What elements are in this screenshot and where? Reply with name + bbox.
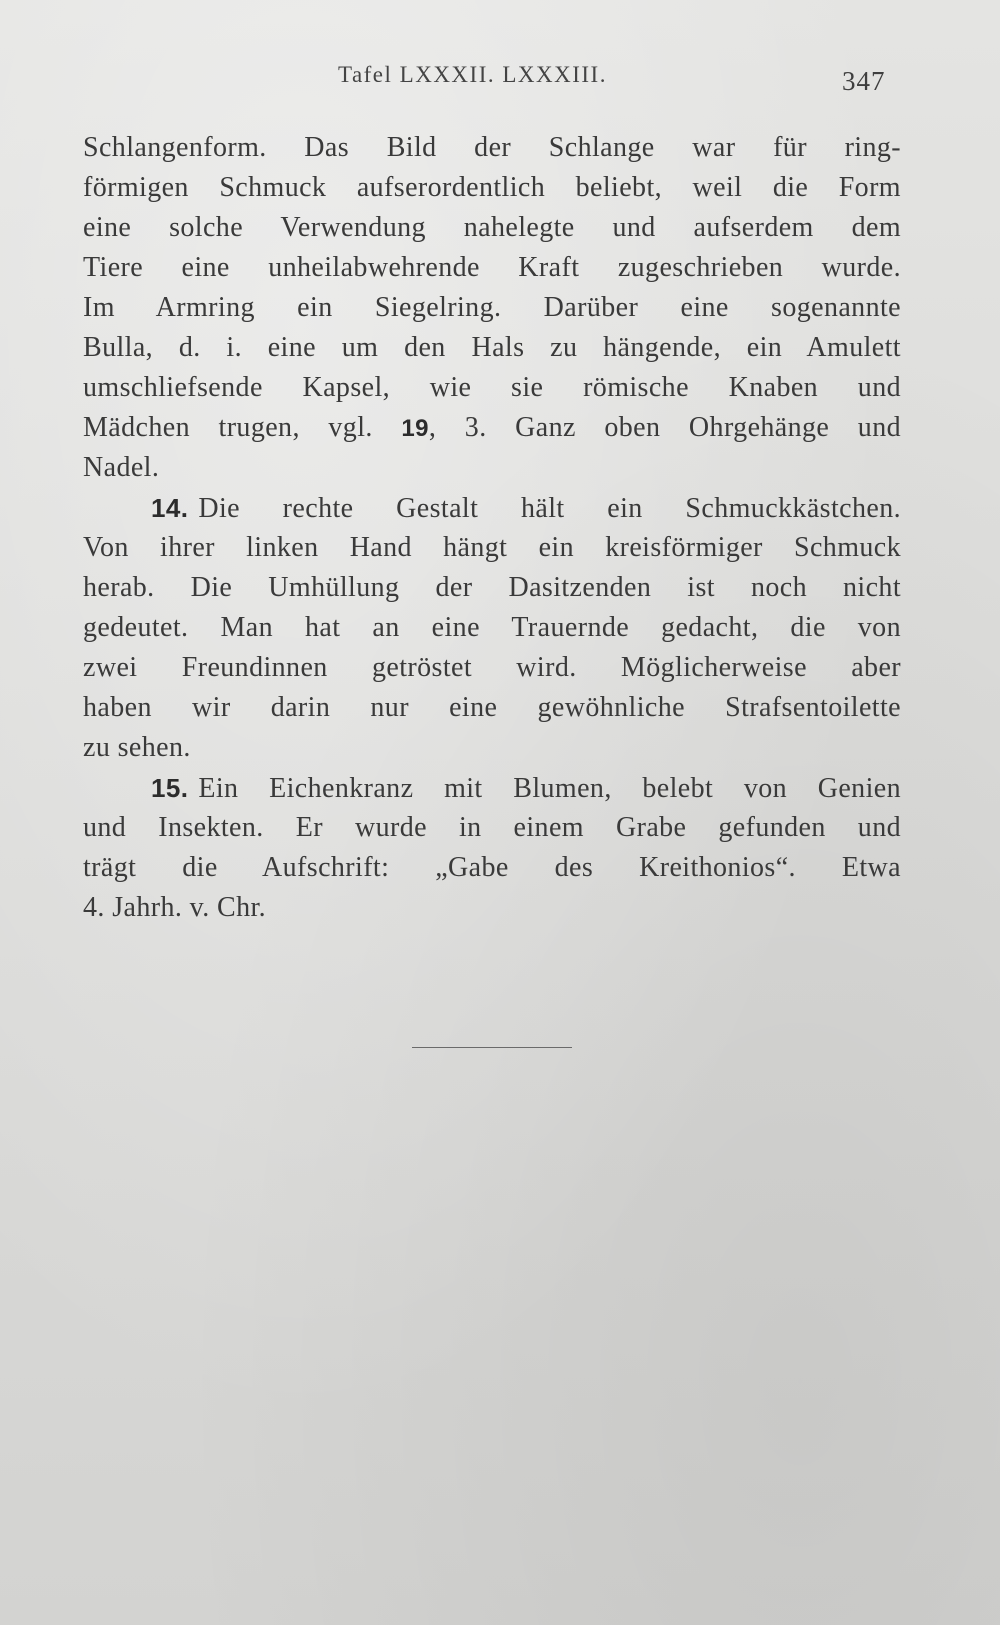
paragraph-serpent-form	[83, 128, 901, 488]
body-text	[83, 128, 901, 928]
text-line: zwei Freundinnen getröstet wird. Möglicherweise aber	[83, 652, 901, 683]
text-line: 4. Jahrh. v. Chr.	[83, 892, 267, 923]
page-number: 347	[842, 66, 886, 96]
section-14	[83, 488, 901, 768]
running-title: Tafel LXXXII. LXXXIII.	[338, 62, 607, 87]
section-number: 15.	[151, 773, 189, 803]
text-line: Nadel.	[83, 452, 160, 483]
text-line: eine solche Verwendung nahelegte und aufserdem dem	[83, 212, 901, 243]
text-fragment: Ein Eichenkranz mit Blumen, belebt von Genien	[198, 773, 901, 804]
text-fragment: , 3. Ganz oben Ohrgehänge und	[428, 412, 902, 443]
section-number: 14.	[151, 493, 189, 523]
section-first-line	[83, 768, 901, 808]
text-line: Bulla, d. i. eine um den Hals zu hängende, ein Amulett	[83, 332, 901, 363]
text-line: Von ihrer linken Hand hängt ein kreisförmiger Schmuck	[83, 532, 901, 563]
text-fragment: Die rechte Gestalt hält ein Schmuckkästchen.	[198, 493, 901, 524]
text-line: Schlangenform. Das Bild der Schlange war für ring-	[83, 132, 901, 163]
text-line: Tiere eine unheilabwehrende Kraft zugeschrieben wurde.	[83, 252, 901, 283]
text-line: förmigen Schmuck aufserordentlich beliebt, weil die Form	[83, 172, 901, 203]
text-line: trägt die Aufschrift: „Gabe des Kreithonios“. Etwa	[83, 852, 901, 883]
text-line: Im Armring ein Siegelring. Darüber eine sogenannte	[83, 292, 901, 323]
section-15	[83, 768, 901, 928]
text-line-with-reference	[83, 408, 901, 448]
text-line: umschliefsende Kapsel, wie sie römische Knaben und	[83, 372, 901, 403]
text-line: zu sehen.	[83, 732, 191, 763]
text-fragment: Mädchen trugen, vgl.	[83, 412, 402, 443]
plate-reference: 19	[401, 415, 429, 442]
text-line: gedeutet. Man hat an eine Trauernde gedacht, die von	[83, 612, 901, 643]
text-line: haben wir darin nur eine gewöhnliche Strafsentoilette	[83, 692, 901, 723]
running-header	[0, 58, 1000, 94]
section-divider-rule	[412, 1047, 572, 1048]
text-line: und Insekten. Er wurde in einem Grabe gefunden und	[83, 812, 901, 843]
section-first-line	[83, 488, 901, 528]
text-line: herab. Die Umhüllung der Dasitzenden ist noch nicht	[83, 572, 901, 603]
